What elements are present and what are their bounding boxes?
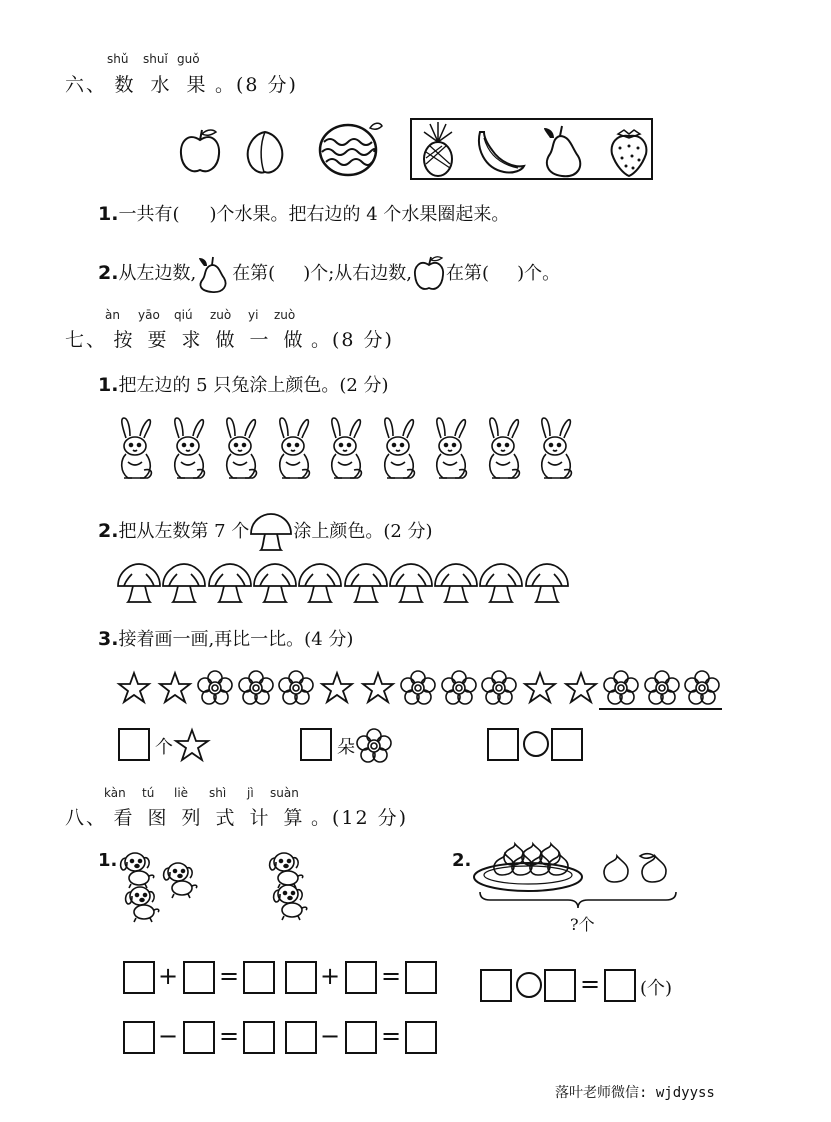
pinyin-shui: shuǐ [143,52,168,66]
operator-circle[interactable] [516,972,542,998]
answer-box[interactable] [604,969,636,1002]
pinyin: zuò [210,308,232,322]
minus-sign: − [158,1022,179,1050]
answer-box[interactable] [183,961,215,994]
mushroom-icon [524,562,570,604]
mushroom-icon [478,562,524,604]
mushroom-icon [207,562,253,604]
pinyin: àn [105,308,120,322]
pinyin: shì [209,786,227,800]
flower-icon [356,728,392,764]
problem-1-number: 1. [98,850,118,871]
rabbit-icon [324,416,368,482]
answer-box[interactable] [243,1021,275,1054]
pinyin: liè [174,786,189,800]
pattern-underline [680,708,722,710]
equals-sign: = [219,1022,240,1050]
q-text: 从左边数, [118,263,197,284]
rabbit-icon [482,416,526,482]
star-icon [524,672,556,704]
q-text: 涂上颜色。(2 分) [293,521,433,542]
heading-char: 做 [283,329,305,351]
compare-sign-circle[interactable] [523,731,549,757]
answer-box[interactable] [544,969,576,1002]
pattern-underline [640,708,682,710]
heading-char: 列 [181,807,203,829]
q-text: )个;从右边数, [303,263,413,284]
q-text: 把从左数第 7 个 [118,521,250,542]
star-icon [565,672,597,704]
pinyin: zuò [274,308,296,322]
q-text: 在第( [232,263,276,284]
apple-icon [178,128,222,176]
plus-sign: + [320,962,341,990]
q-text: 在第( [446,263,490,284]
pinyin-shu: shǔ [107,52,129,66]
answer-box[interactable] [243,961,275,994]
star-icon [118,672,150,704]
mushroom-icon [297,562,343,604]
flower-count-label: 朵 [337,737,355,758]
rabbit-icon [219,416,263,482]
unit-label: (个) [640,978,673,999]
star-icon [321,672,353,704]
puppy-icon [122,882,162,924]
footer-credit: 落叶老师微信: wjdyyss [555,1085,715,1101]
q-number: 1. [98,374,119,396]
mushroom-icon [388,562,434,604]
answer-box[interactable] [285,961,317,994]
banana-icon [474,128,526,176]
flower-icon [684,670,720,706]
q-number: 1. [98,203,119,225]
rabbit-icon [167,416,211,482]
problem-2-number: 2. [452,850,472,871]
heading-char: 看 [113,807,135,829]
section-7-number: 七、 [65,329,108,351]
flower-icon [197,670,233,706]
flower-icon [481,670,517,706]
pinyin: kàn [104,786,126,800]
question-7-3 [98,625,353,651]
section-8-score: 。(12 分) [311,807,409,829]
mushroom-small-icon [249,512,293,552]
pinyin: suàn [270,786,299,800]
equals-sign: = [381,1022,402,1050]
equals-sign: = [219,962,240,990]
section-7-score: 。(8 分) [311,329,394,351]
flower-count-box[interactable] [300,728,332,761]
plate-of-peaches [472,845,584,893]
mushroom-icon [343,562,389,604]
watermelon-icon [318,118,386,176]
pinyin: tú [142,786,155,800]
answer-box[interactable] [123,1021,155,1054]
pineapple-icon [420,122,456,178]
section-7-heading [65,325,394,352]
q-text: )个。 [517,263,561,284]
compare-box-right[interactable] [551,728,583,761]
star-icon [159,672,191,704]
pinyin: qiú [174,308,193,322]
flower-icon [603,670,639,706]
heading-char: 数 [114,74,136,96]
question-7-1 [98,371,389,397]
star-count-box[interactable] [118,728,150,761]
apple-small-icon [412,255,446,293]
q-text: 一共有( [118,204,180,225]
answer-box[interactable] [285,1021,317,1054]
star-icon [362,672,394,704]
mushroom-icon [252,562,298,604]
rabbit-icon [114,416,158,482]
question-6-1 [98,200,509,226]
strawberry-icon [608,128,650,178]
section-6-score: 。(8 分) [215,74,298,96]
rabbit-icon [429,416,473,482]
brace [478,890,678,912]
heading-char: 水 [150,74,172,96]
section-8-number: 八、 [65,807,108,829]
star-icon [175,729,209,761]
puppy-icon [160,858,200,900]
heading-char: 做 [215,329,237,351]
heading-char: 按 [113,329,135,351]
pear-small-icon [196,255,232,293]
flower-icon [400,670,436,706]
heading-char: 要 [147,329,169,351]
equals-sign: = [381,962,402,990]
answer-box[interactable] [480,969,512,1002]
answer-box[interactable] [123,961,155,994]
q-number: 2. [98,520,119,542]
flower-icon [644,670,680,706]
q-text: 把左边的 5 只兔涂上颜色。(2 分) [118,375,389,396]
section-8-heading [65,803,408,830]
heading-char: 式 [215,807,237,829]
pear-icon [540,124,586,178]
pinyin-guo: guǒ [177,52,200,66]
heading-char: 计 [249,807,271,829]
q-text: 接着画一画,再比一比。(4 分) [118,629,354,650]
plus-sign: + [158,962,179,990]
brace-label: ?个 [570,915,595,934]
star-count-label: 个 [155,737,173,758]
minus-sign: − [320,1022,341,1050]
question-7-2 [98,512,433,552]
heading-char: 求 [181,329,203,351]
flower-icon [238,670,274,706]
flower-icon [441,670,477,706]
answer-box[interactable] [405,961,437,994]
rabbit-icon [534,416,578,482]
heading-char: 图 [147,807,169,829]
q-text: )个水果。把右边的 4 个水果圈起来。 [209,204,510,225]
compare-box-left[interactable] [487,728,519,761]
question-6-2 [98,255,560,293]
heading-char: 一 [249,329,271,351]
answer-box[interactable] [345,961,377,994]
mushroom-icon [433,562,479,604]
mushroom-icon [116,562,162,604]
rabbit-icon [272,416,316,482]
answer-box[interactable] [345,1021,377,1054]
flower-icon [278,670,314,706]
pinyin: yi [248,308,259,322]
pinyin: yāo [138,308,160,322]
puppy-icon [270,880,310,922]
section-6-heading [65,70,298,97]
pattern-underline [599,708,641,710]
answer-box[interactable] [405,1021,437,1054]
answer-box[interactable] [183,1021,215,1054]
equals-sign: = [580,970,601,998]
heading-char: 算 [283,807,305,829]
q-number: 3. [98,628,119,650]
rabbit-icon [377,416,421,482]
peach-icon [242,126,288,176]
section-6-number: 六、 [65,74,108,96]
mushroom-icon [161,562,207,604]
loose-peaches [600,850,676,886]
heading-char: 果 [186,74,208,96]
pinyin: jì [247,786,254,800]
q-number: 2. [98,262,119,284]
